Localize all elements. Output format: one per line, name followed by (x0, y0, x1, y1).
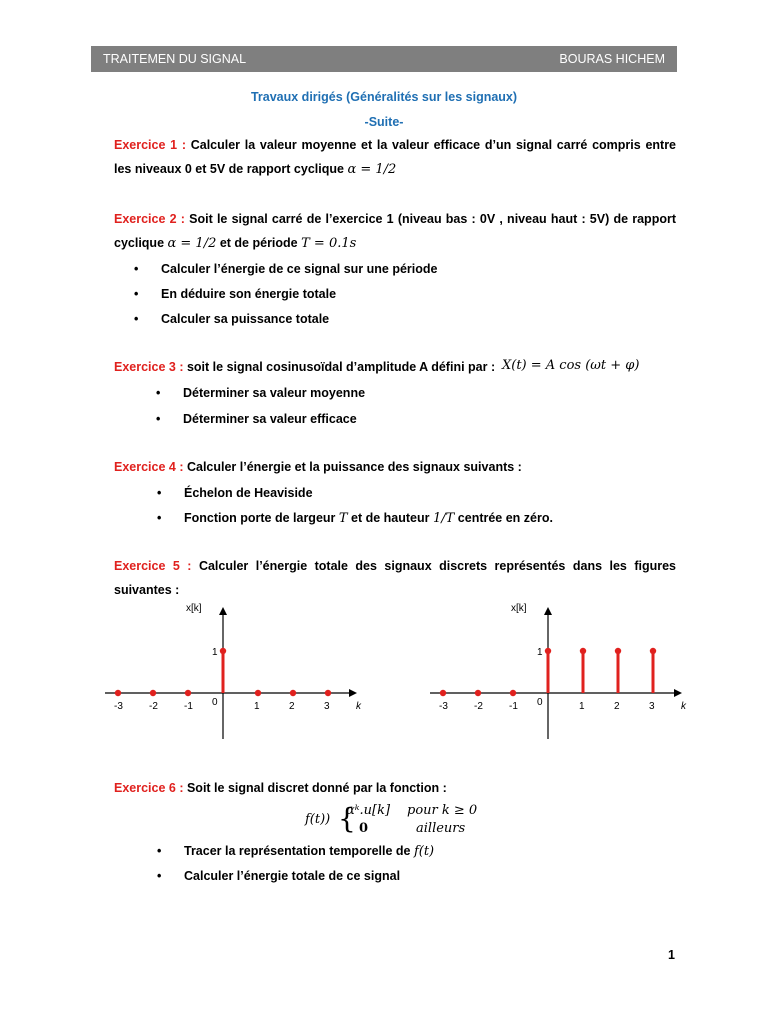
exercise-1-math: α = 1/2 (347, 162, 397, 177)
exercise-4 (114, 455, 676, 479)
list-item: • Tracer la représentation temporelle de f(t) (157, 844, 435, 859)
x-axis-arrow (674, 689, 682, 697)
exercise-6-text: Soit le signal discret donné par la fonction : (183, 781, 447, 795)
stem-point (650, 648, 656, 654)
document-subtitle: -Suite- (364, 115, 404, 129)
list-item: • Calculer l’énergie totale de ce signal (157, 869, 401, 883)
y-tick-label: 1 (537, 647, 543, 658)
x-tick-label: -1 (509, 701, 518, 712)
list-item: • Déterminer sa valeur efficace (156, 412, 357, 426)
x-tick-label: 1 (579, 701, 585, 712)
x-tick-label: 2 (289, 701, 295, 712)
header-course: TRAITEMEN DU SIGNAL (103, 52, 247, 66)
x-tick-label: 3 (649, 701, 655, 712)
page-number: 1 (668, 948, 675, 962)
list-item: • Échelon de Heaviside (157, 486, 313, 500)
stem-point (185, 690, 191, 696)
y-axis-label: x[k] (511, 603, 527, 614)
x-tick-label: 3 (324, 701, 330, 712)
y-axis-arrow (544, 607, 552, 615)
page-header (91, 46, 677, 72)
function-lhs: f(t)) (305, 812, 331, 827)
header-author: BOURAS HICHEM (559, 52, 665, 66)
x-tick-label: 2 (614, 701, 620, 712)
x-tick-label: -2 (149, 701, 158, 712)
exercise-2-text1: Soit le signal carré de l’exercice 1 (niveau bas : 0V , niveau haut : 5V) de rapport cyclique (114, 212, 676, 250)
exercise-1-text: Calculer la valeur moyenne et la valeur efficace d’un signal carré compris entre les niveaux 0 et 5V de rapport cyclique (114, 138, 677, 176)
y-tick-label: 1 (212, 647, 218, 658)
document-title: Travaux dirigés (Généralités sur les signaux) (250, 90, 518, 104)
y-axis-label: x[k] (186, 603, 202, 614)
exercise-4-label: Exercice 4 : (114, 460, 184, 474)
stem-point (475, 690, 481, 696)
stem-point (325, 690, 331, 696)
list-item: • Fonction porte de largeur T et de hauteur 1/T centrée en zéro. (157, 511, 553, 526)
list-item: • En déduire son énergie totale (134, 287, 337, 301)
stem-point (255, 690, 261, 696)
function-cond-1: pour k ≥ 0 (407, 803, 478, 818)
function-case-2: 0 (359, 821, 369, 836)
x-tick-label: -3 (439, 701, 448, 712)
stem-point (510, 690, 516, 696)
function-cond-2: ailleurs (416, 821, 466, 836)
exercise-2-text2: et de période (216, 236, 302, 250)
stem-point (290, 690, 296, 696)
exercise-2-math2: T = 0.1s (301, 236, 357, 251)
stem-point (115, 690, 121, 696)
list-item: • Calculer l’énergie de ce signal sur une période (134, 262, 438, 276)
x-tick-label: 0 (537, 697, 543, 708)
exercise-3-math: X(t) = A cos (ωt + φ) (502, 358, 640, 373)
x-tick-label: -2 (474, 701, 483, 712)
exercise-5-label: Exercice 5 : (114, 559, 192, 573)
exercise-1 (114, 133, 676, 182)
exercise-3-text: soit le signal cosinusoïdal d’amplitude A défini par : (183, 360, 496, 374)
stem-point (440, 690, 446, 696)
x-tick-label: -3 (114, 701, 123, 712)
list-item: • Calculer sa puissance totale (134, 312, 330, 326)
x-axis-arrow (349, 689, 357, 697)
stem-point (150, 690, 156, 696)
exercise-2 (114, 207, 676, 256)
x-axis-label: k (356, 701, 361, 712)
exercise-4-text: Calculer l’énergie et la puissance des signaux suivants : (183, 460, 522, 474)
x-tick-label: -1 (184, 701, 193, 712)
stem-point (580, 648, 586, 654)
stem-plot-1 (0, 595, 384, 745)
brace: { (338, 802, 356, 835)
list-item: • Déterminer sa valeur moyenne (156, 386, 366, 400)
exercise-3-label: Exercice 3 : (114, 360, 184, 374)
exercise-5-text: Calculer l’énergie totale des signaux discrets représentés dans les figures suivantes : (114, 559, 677, 597)
exercise-2-math1: α = 1/2 (167, 236, 217, 251)
exercise-1-label: Exercice 1 : (114, 138, 186, 152)
stem-point (545, 648, 551, 654)
exercise-6-label: Exercice 6 : (114, 781, 184, 795)
x-axis-label: k (681, 701, 686, 712)
function-case-1: αᵏ.u[k] (346, 803, 391, 818)
x-tick-label: 1 (254, 701, 260, 712)
exercise-2-label: Exercice 2 : (114, 212, 185, 226)
y-axis-arrow (219, 607, 227, 615)
stem-plot-2 (384, 595, 768, 745)
exercise-6 (114, 776, 676, 800)
stem-point (220, 648, 226, 654)
x-tick-label: 0 (212, 697, 218, 708)
stem-point (615, 648, 621, 654)
